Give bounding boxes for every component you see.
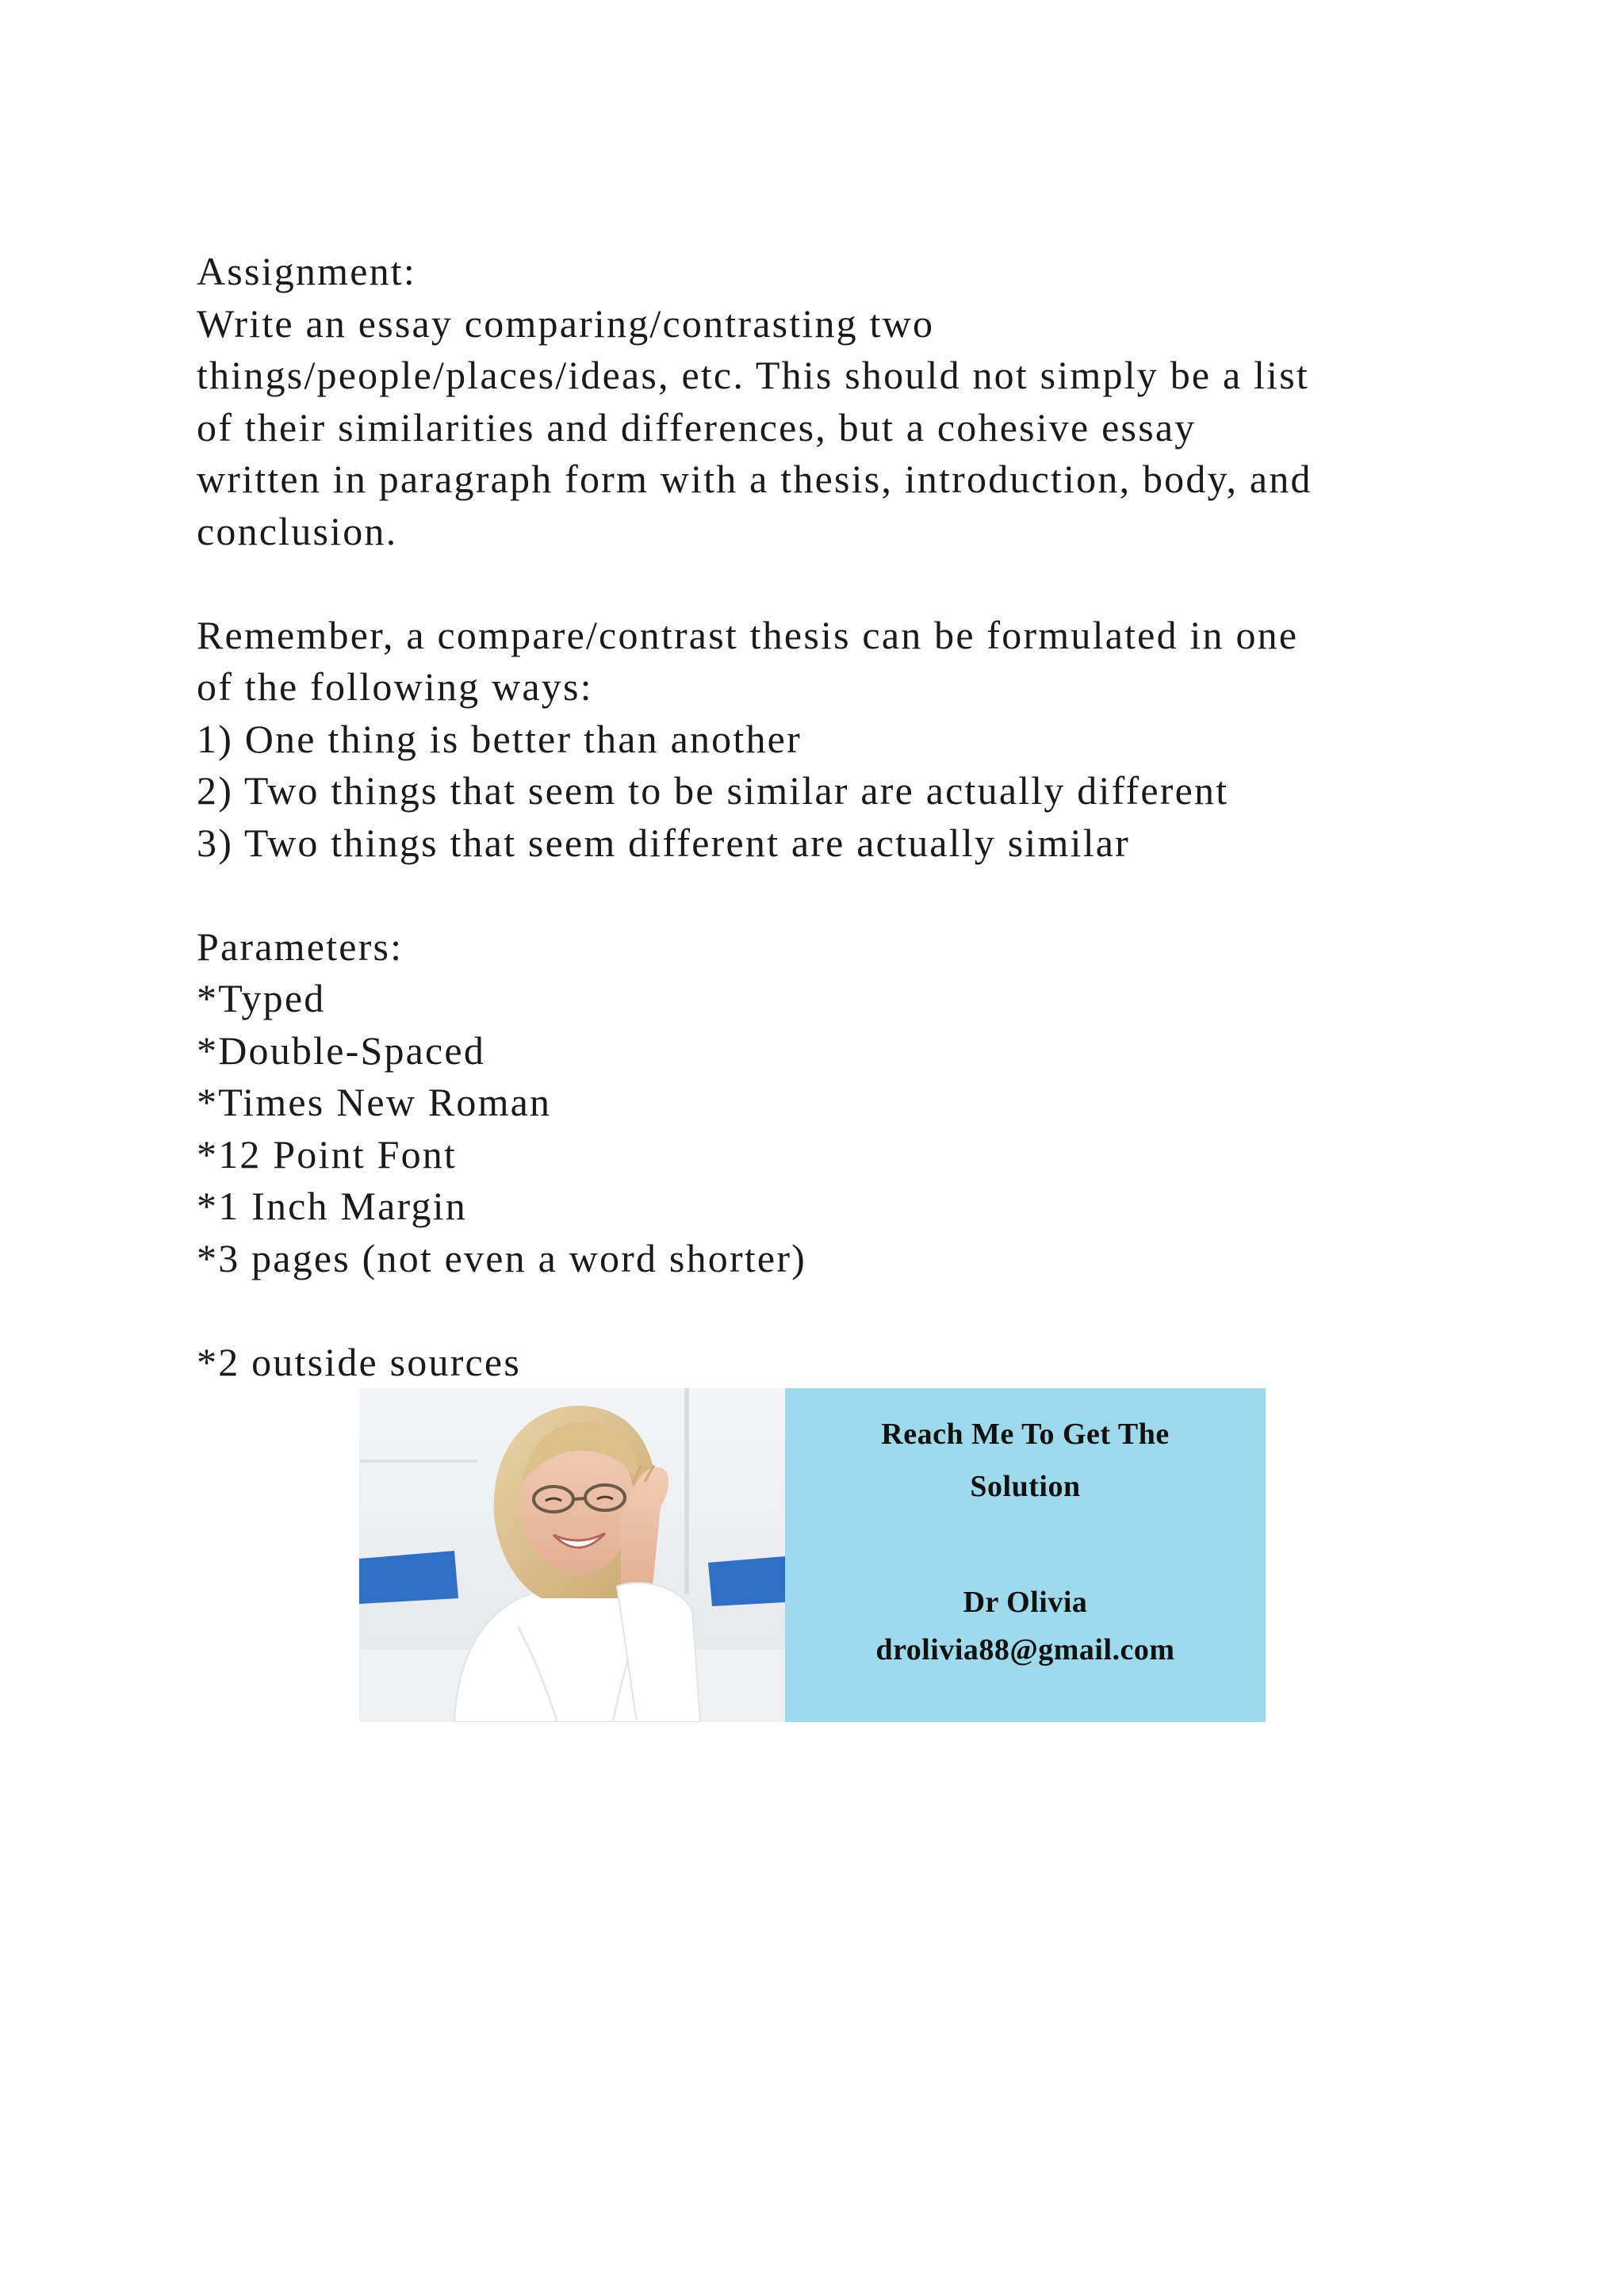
- blank-line: [197, 557, 1465, 610]
- blank-line: [197, 869, 1465, 921]
- parameter-item: *Times New Roman: [197, 1080, 552, 1124]
- parameter-item: *12 Point Font: [197, 1131, 458, 1177]
- heading-assignment: Assignment:: [197, 249, 416, 293]
- list-item: 2) Two things that seem to be similar are actually different: [197, 768, 1229, 813]
- contact-name: Dr Olivia: [963, 1586, 1088, 1619]
- woman-photo: [359, 1388, 785, 1722]
- body-line: written in paragraph form with a thesis, introduction, body, and: [197, 457, 1312, 501]
- body-line: Remember, a compare/contrast thesis can be formulated in one: [197, 612, 1299, 657]
- parameter-item: *Typed: [197, 976, 326, 1020]
- list-item: 3) Two things that seem different are actually similar: [197, 820, 1131, 865]
- blank-line: [197, 1284, 1465, 1337]
- parameter-item: *2 outside sources: [197, 1339, 521, 1384]
- parameter-item: *Double-Spaced: [197, 1027, 486, 1073]
- contact-email: drolivia88@gmail.com: [875, 1633, 1175, 1667]
- body-line: things/people/places/ideas, etc. This should not simply be a list: [197, 353, 1310, 397]
- assignment-text: [197, 246, 1465, 1388]
- body-line: of their similarities and differences, but a cohesive essay: [197, 404, 1197, 450]
- body-line: Write an essay comparing/contrasting two: [197, 300, 935, 346]
- card-headline-2: Solution: [970, 1470, 1081, 1503]
- contact-banner: [359, 1388, 1266, 1722]
- body-line: conclusion.: [197, 508, 398, 553]
- parameter-item: *1 Inch Margin: [197, 1184, 467, 1228]
- heading-parameters: Parameters:: [197, 924, 404, 969]
- woman-photo-illustration: [359, 1388, 785, 1722]
- list-item: 1) One thing is better than another: [197, 716, 802, 761]
- parameter-item: *3 pages (not even a word shorter): [197, 1235, 807, 1280]
- card-headline: Reach Me To Get The: [881, 1418, 1170, 1451]
- contact-card: [785, 1388, 1266, 1722]
- body-line: of the following ways:: [197, 664, 593, 709]
